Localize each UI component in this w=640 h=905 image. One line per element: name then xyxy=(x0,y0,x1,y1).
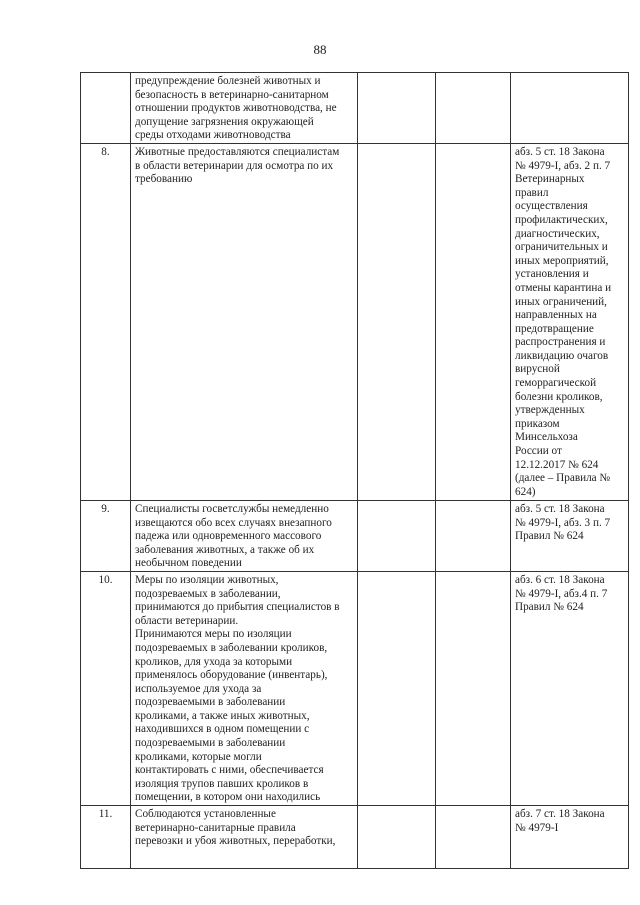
answer-cell-yes xyxy=(358,571,436,805)
legal-reference-text: абз. 5 ст. 18 Закона № 4979-I, абз. 2 п. 7 Ветеринарных правил осуществления профилактических, диагностических, ограничительных и иных мероприятий, установления и отмены карантина и иных ограничений, направленных на предотвращение распространения и ликвидацию очагов вирусной геморрагической болезни кроликов, утвержденных приказом Минсельхоза России от 12.12.2017 № 624 (далее – Правила № 624) xyxy=(515,145,612,498)
legal-reference-cell xyxy=(511,143,629,500)
table-row xyxy=(81,806,629,869)
page-number: 88 xyxy=(313,42,327,57)
answer-cell-yes xyxy=(358,73,436,144)
requirement-text: предупреждение болезней животных и безопасность в ветеринарно-санитарном отношении продуктов животноводства, не допущение загрязнения окружающей среды отходами животноводства xyxy=(135,75,337,142)
requirement-text: Меры по изоляции животных, подозреваемых в заболевании, принимаются до прибытия специалистов в области ветеринарии. xyxy=(135,573,340,627)
answer-cell-yes xyxy=(358,500,436,571)
row-number: 8. xyxy=(81,143,131,500)
legal-reference-text: абз. 5 ст. 18 Закона № 4979-I, абз. 3 п. 7 Правил № 624 xyxy=(515,502,611,543)
legal-reference-text: абз. 6 ст. 18 Закона № 4979-I, абз.4 п. 7 Правил № 624 xyxy=(515,573,608,614)
legal-reference-cell xyxy=(511,571,629,805)
row-number: 9. xyxy=(81,500,131,571)
legal-reference-cell xyxy=(511,73,629,144)
requirement-cell xyxy=(131,500,358,571)
answer-cell-no xyxy=(436,500,511,571)
answer-cell-no xyxy=(436,73,511,144)
table-row xyxy=(81,73,629,144)
requirement-text: Специалисты госветслужбы немедленно извещаются обо всех случаях внезапного падежа или одновременного массового заболевания животных, а также об их необычном поведении xyxy=(135,502,332,570)
table-row xyxy=(81,143,629,500)
legal-reference-cell xyxy=(511,500,629,571)
requirement-cell xyxy=(131,806,358,869)
requirement-text-continued: Принимаются меры по изоляции подозреваемых в заболевании кроликов, кроликов, для ухода за которыми применялось оборудование (инвентарь), используемое для ухода за подозреваемыми в заболевании кроликами, а также иных животных, находившихся в одном помещении с подозреваемыми в заболевании кроликами, которые могли контактировать с ними, обеспечивается изоляция трупов павших кроликов в помещении, в котором они находились xyxy=(135,628,328,804)
row-number: 10. xyxy=(81,571,131,805)
answer-cell-no xyxy=(436,806,511,869)
answer-cell-no xyxy=(436,571,511,805)
legal-reference-text: абз. 7 ст. 18 Закона № 4979-I xyxy=(515,808,605,834)
table-row xyxy=(81,571,629,805)
legal-reference-cell xyxy=(511,806,629,869)
row-number: 11. xyxy=(81,806,131,869)
requirement-cell xyxy=(131,73,358,144)
requirement-text: Соблюдаются установленные ветеринарно-санитарные правила перевозки и убоя животных, переработки, xyxy=(135,808,336,848)
table-row xyxy=(81,500,629,571)
requirements-table xyxy=(80,72,629,869)
requirement-text: Животные предоставляются специалистам в области ветеринарии для осмотра по их требованию xyxy=(135,145,340,186)
row-number xyxy=(81,73,131,144)
requirement-cell xyxy=(131,143,358,500)
answer-cell-no xyxy=(436,143,511,500)
answer-cell-yes xyxy=(358,143,436,500)
requirement-cell xyxy=(131,571,358,805)
answer-cell-yes xyxy=(358,806,436,869)
